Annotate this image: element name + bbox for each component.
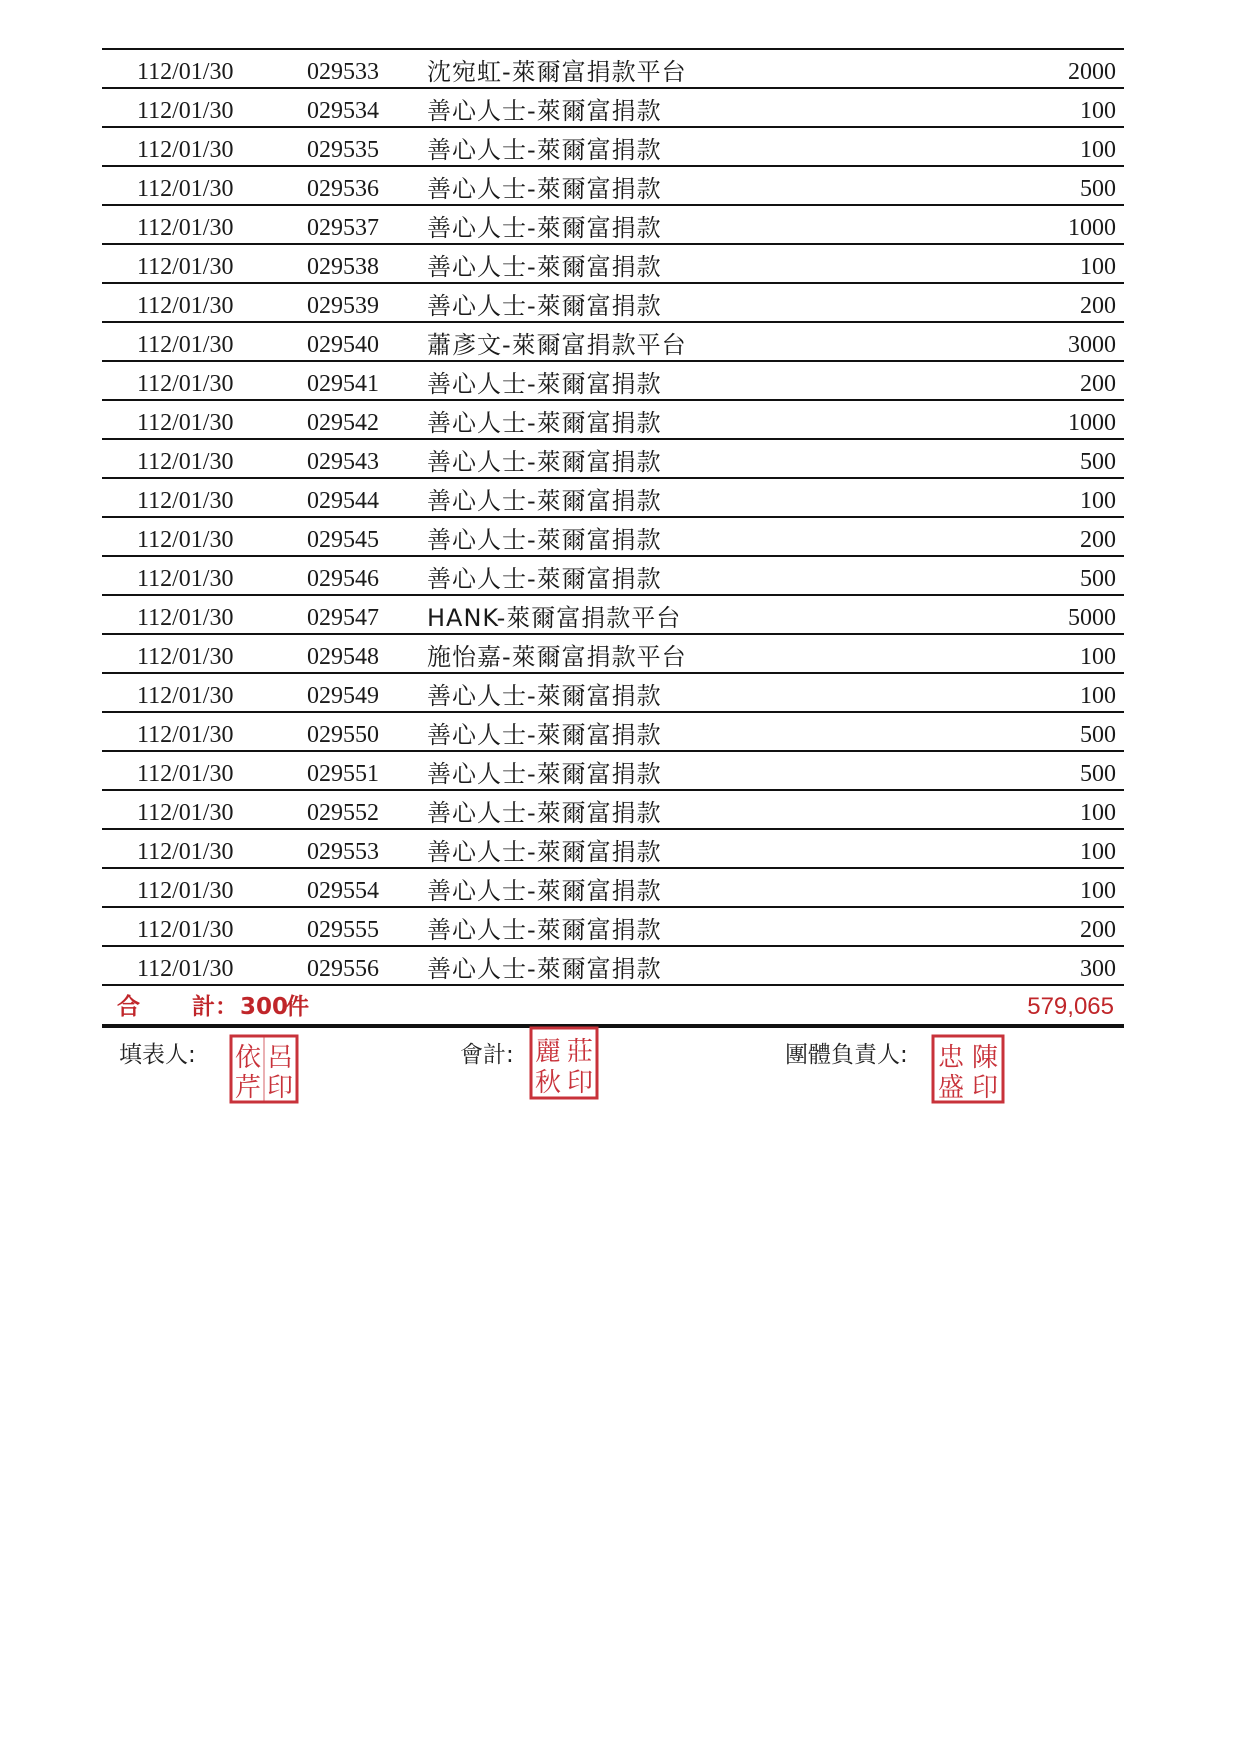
row-description: 善心人士-萊爾富捐款 [427,487,662,515]
row-date: 112/01/30 [137,566,234,592]
row-date: 112/01/30 [137,800,234,826]
table-row [102,362,1124,401]
row-number: 029549 [307,683,379,709]
row-amount: 100 [1080,98,1116,124]
row-date: 112/01/30 [137,917,234,943]
row-number: 029539 [307,293,379,319]
row-description: 善心人士-萊爾富捐款 [427,877,662,905]
row-number: 029538 [307,254,379,280]
row-date: 112/01/30 [137,137,234,163]
svg-text:呂: 呂 [266,1043,294,1073]
table-row [102,479,1124,518]
svg-text:印: 印 [566,1068,594,1098]
accountant-label: 會計: [460,1042,514,1068]
row-amount: 1000 [1068,215,1116,241]
row-number: 029536 [307,176,379,202]
row-description: 善心人士-萊爾富捐款 [427,97,662,125]
table-row [102,440,1124,479]
row-date: 112/01/30 [137,761,234,787]
row-description: 善心人士-萊爾富捐款 [427,292,662,320]
row-amount: 2000 [1068,59,1116,85]
table-row [102,791,1124,830]
row-description: HANK-萊爾富捐款平台 [427,604,682,632]
row-description: 善心人士-萊爾富捐款 [427,526,662,554]
row-description: 施怡嘉-萊爾富捐款平台 [427,643,687,671]
row-date: 112/01/30 [137,254,234,280]
row-date: 112/01/30 [137,839,234,865]
total-count: 300 [240,994,289,1020]
row-description: 善心人士-萊爾富捐款 [427,838,662,866]
row-amount: 300 [1080,956,1116,982]
row-number: 029548 [307,644,379,670]
row-amount: 500 [1080,722,1116,748]
row-description: 沈宛虹-萊爾富捐款平台 [427,58,687,86]
row-date: 112/01/30 [137,488,234,514]
row-number: 029541 [307,371,379,397]
row-amount: 100 [1080,644,1116,670]
row-date: 112/01/30 [137,176,234,202]
row-date: 112/01/30 [137,371,234,397]
svg-text:印: 印 [266,1073,294,1103]
row-date: 112/01/30 [137,683,234,709]
row-number: 029550 [307,722,379,748]
row-amount: 200 [1080,371,1116,397]
row-amount: 1000 [1068,410,1116,436]
table-row [102,908,1124,947]
row-number: 029535 [307,137,379,163]
row-date: 112/01/30 [137,605,234,631]
table-row [102,206,1124,245]
svg-text:印: 印 [971,1073,999,1103]
total-row [102,986,1124,1028]
row-amount: 100 [1080,878,1116,904]
row-amount: 500 [1080,449,1116,475]
row-number: 029543 [307,449,379,475]
row-description: 善心人士-萊爾富捐款 [427,370,662,398]
row-number: 029556 [307,956,379,982]
row-number: 029534 [307,98,379,124]
head-label: 團體負責人: [785,1042,908,1068]
row-number: 029552 [307,800,379,826]
row-amount: 200 [1080,917,1116,943]
table-row [102,518,1124,557]
row-description: 蕭彥文-萊爾富捐款平台 [427,331,687,359]
row-amount: 200 [1080,293,1116,319]
donation-ledger [102,48,1124,1028]
table-row [102,596,1124,635]
row-description: 善心人士-萊爾富捐款 [427,565,662,593]
row-date: 112/01/30 [137,527,234,553]
preparer-label: 填表人: [119,1042,196,1068]
table-row [102,245,1124,284]
row-amount: 100 [1080,683,1116,709]
row-number: 029554 [307,878,379,904]
table-row [102,128,1124,167]
row-number: 029546 [307,566,379,592]
row-description: 善心人士-萊爾富捐款 [427,175,662,203]
ledger-rows [102,50,1124,986]
row-description: 善心人士-萊爾富捐款 [427,136,662,164]
table-row [102,635,1124,674]
row-amount: 100 [1080,839,1116,865]
row-amount: 3000 [1068,332,1116,358]
row-amount: 500 [1080,566,1116,592]
row-date: 112/01/30 [137,98,234,124]
row-number: 029547 [307,605,379,631]
row-description: 善心人士-萊爾富捐款 [427,955,662,983]
table-row [102,713,1124,752]
row-date: 112/01/30 [137,878,234,904]
total-amount: 579,065 [1027,993,1114,1020]
svg-text:芹: 芹 [234,1073,262,1103]
table-row [102,752,1124,791]
svg-text:麗: 麗 [534,1037,562,1067]
total-label-2: 計： [192,994,238,1020]
row-amount: 100 [1080,137,1116,163]
row-number: 029545 [307,527,379,553]
row-date: 112/01/30 [137,410,234,436]
row-number: 029540 [307,332,379,358]
table-row [102,830,1124,869]
svg-text:秋: 秋 [534,1068,562,1098]
svg-text:陳: 陳 [971,1043,999,1073]
row-amount: 100 [1080,254,1116,280]
table-row [102,89,1124,128]
row-date: 112/01/30 [137,59,234,85]
table-row [102,557,1124,596]
accountant-seal [528,1025,600,1101]
row-description: 善心人士-萊爾富捐款 [427,448,662,476]
row-description: 善心人士-萊爾富捐款 [427,799,662,827]
row-number: 029542 [307,410,379,436]
row-number: 029544 [307,488,379,514]
row-date: 112/01/30 [137,332,234,358]
table-row [102,167,1124,206]
row-number: 029551 [307,761,379,787]
row-description: 善心人士-萊爾富捐款 [427,721,662,749]
row-number: 029537 [307,215,379,241]
row-number: 029555 [307,917,379,943]
total-count-unit: 件 [286,994,309,1020]
preparer-seal [228,1033,300,1105]
table-row [102,284,1124,323]
row-amount: 500 [1080,761,1116,787]
row-amount: 100 [1080,488,1116,514]
row-description: 善心人士-萊爾富捐款 [427,916,662,944]
svg-text:忠: 忠 [937,1043,965,1073]
row-amount: 200 [1080,527,1116,553]
row-date: 112/01/30 [137,449,234,475]
row-amount: 500 [1080,176,1116,202]
svg-text:盛: 盛 [937,1073,965,1103]
row-date: 112/01/30 [137,722,234,748]
table-row [102,947,1124,986]
row-description: 善心人士-萊爾富捐款 [427,214,662,242]
row-description: 善心人士-萊爾富捐款 [427,682,662,710]
svg-text:依: 依 [234,1043,262,1073]
head-seal [930,1033,1006,1105]
row-date: 112/01/30 [137,644,234,670]
row-amount: 100 [1080,800,1116,826]
row-description: 善心人士-萊爾富捐款 [427,409,662,437]
svg-text:莊: 莊 [566,1037,594,1067]
row-amount: 5000 [1068,605,1116,631]
row-description: 善心人士-萊爾富捐款 [427,253,662,281]
row-number: 029533 [307,59,379,85]
table-row [102,50,1124,89]
row-date: 112/01/30 [137,215,234,241]
row-date: 112/01/30 [137,956,234,982]
total-label-1: 合 [117,994,140,1020]
table-row [102,401,1124,440]
table-row [102,323,1124,362]
row-date: 112/01/30 [137,293,234,319]
row-number: 029553 [307,839,379,865]
table-row [102,674,1124,713]
table-row [102,869,1124,908]
row-description: 善心人士-萊爾富捐款 [427,760,662,788]
